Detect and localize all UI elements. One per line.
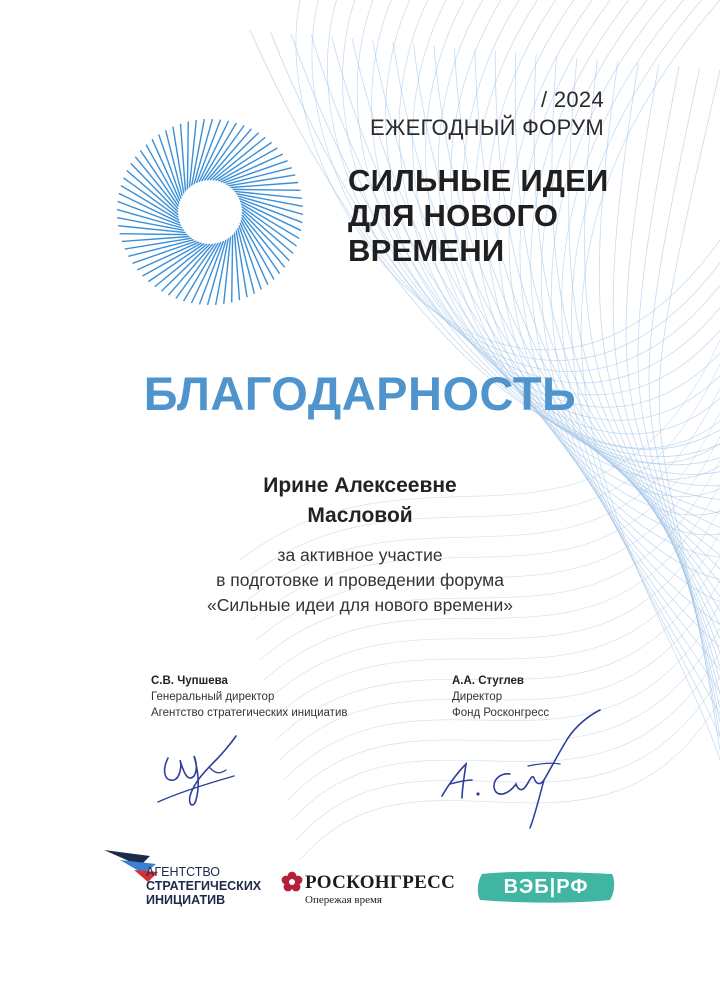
handwritten-signature-right (432, 708, 612, 833)
reason-line-2: в подготовке и проведении форума (216, 570, 504, 590)
sunburst-ray (218, 148, 277, 181)
signatory-organization: Агентство стратегических инициатив (151, 707, 348, 719)
asi-logo-line-3: ИНИЦИАТИВ (146, 893, 226, 907)
signatory-position: Директор (452, 691, 503, 703)
sunburst-ray (120, 234, 188, 235)
handwritten-signature-left (150, 730, 245, 815)
sunburst-ray (233, 189, 301, 190)
forum-year: / 2024 (541, 87, 604, 112)
veb-logo-text: ВЭБ|РФ (503, 876, 589, 898)
recipient-line-1: Ирине Алексеевне (263, 474, 457, 497)
roscongress-tagline: Опережая время (305, 894, 382, 906)
sunburst-ray (143, 243, 202, 276)
asi-logo-text (146, 865, 261, 907)
signatory-left (151, 673, 347, 721)
sunburst-ray (232, 235, 233, 303)
forum-title-line-3: ВРЕМЕНИ (348, 233, 505, 268)
forum-title-line-1: СИЛЬНЫЕ ИДЕИ (348, 163, 609, 198)
asi-logo-line-1: АГЕНТСТВО (146, 865, 220, 879)
recipient-line-2: Масловой (307, 504, 413, 527)
signatory-organization: Фонд Росконгресс (452, 707, 550, 719)
sunburst-ray (146, 145, 179, 204)
signatory-position: Генеральный директор (151, 691, 275, 703)
asi-logo-line-2: СТРАТЕГИЧЕСКИХ (146, 879, 262, 893)
sunburst-ray (187, 122, 188, 190)
sunburst-logo-icon (112, 114, 308, 310)
reason-line-1: за активное участие (277, 545, 443, 565)
signatory-name: С.В. Чупшева (151, 675, 228, 687)
forum-subtitle: ЕЖЕГОДНЫЙ ФОРУМ (370, 115, 604, 140)
signatory-name: А.А. Стуглев (452, 675, 524, 687)
roscongress-logo-text: РОСКОНГРЕСС (305, 872, 456, 893)
sunburst-ray (241, 220, 274, 279)
roscongress-flower-icon (281, 871, 303, 893)
forum-title-line-2: ДЛЯ НОВОГО (348, 198, 559, 233)
reason-line-3: «Сильные идеи для нового времени» (207, 595, 513, 615)
document-title: БЛАГОДАРНОСТЬ (143, 367, 577, 420)
